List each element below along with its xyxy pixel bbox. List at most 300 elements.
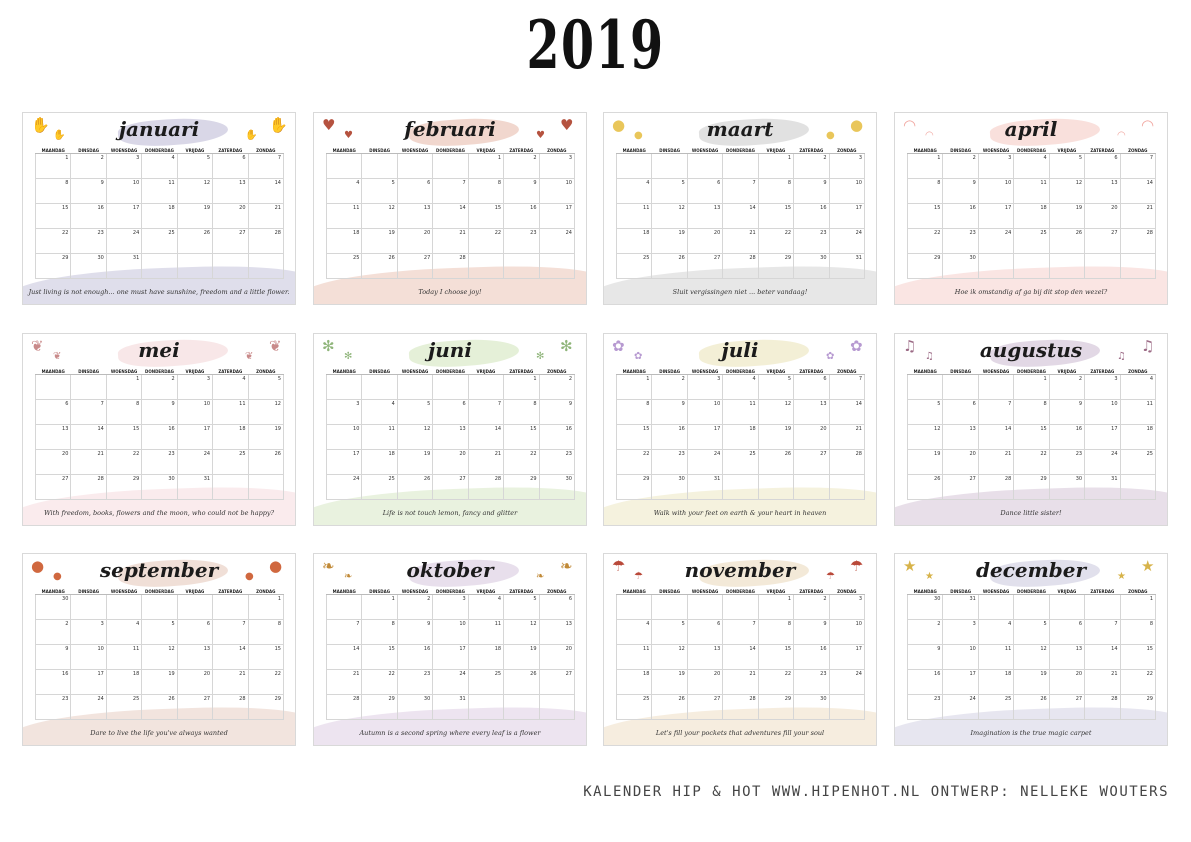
month-card-oktober xyxy=(313,553,587,746)
leaf-icon: ❧ xyxy=(560,557,573,575)
week-row xyxy=(617,179,865,204)
weekday-header: WOENSDAG xyxy=(978,588,1013,595)
day-cell: 10 xyxy=(106,179,141,204)
day-cell: 12 xyxy=(504,620,539,645)
day-cell: 20 xyxy=(397,229,432,254)
day-cell: 7 xyxy=(723,620,758,645)
day-cell: 12 xyxy=(397,425,432,450)
day-cell: 5 xyxy=(652,620,687,645)
day-cell: 17 xyxy=(687,425,722,450)
heart-icon: ♥ xyxy=(560,116,574,134)
day-cell: 4 xyxy=(106,620,141,645)
day-cell: 8 xyxy=(758,620,793,645)
day-cell xyxy=(468,695,503,720)
day-cell xyxy=(71,595,106,620)
day-cell: 19 xyxy=(177,204,212,229)
weekday-header: ZATERDAG xyxy=(504,368,539,375)
day-cell xyxy=(687,154,722,179)
day-cell: 6 xyxy=(177,620,212,645)
day-cell: 21 xyxy=(1120,204,1155,229)
day-cell: 16 xyxy=(539,425,574,450)
day-cell xyxy=(617,595,652,620)
week-row xyxy=(908,179,1156,204)
day-cell: 8 xyxy=(1120,620,1155,645)
day-cell: 7 xyxy=(213,620,248,645)
month-name: september xyxy=(99,558,219,582)
day-cell: 1 xyxy=(248,595,283,620)
day-cell: 15 xyxy=(362,645,397,670)
day-cell xyxy=(142,595,177,620)
weekday-header: WOENSDAG xyxy=(106,588,141,595)
day-cell: 27 xyxy=(1085,229,1120,254)
day-cell: 14 xyxy=(433,204,468,229)
day-cell: 25 xyxy=(723,450,758,475)
day-cell: 17 xyxy=(829,645,864,670)
weekday-header: DINSDAG xyxy=(652,368,687,375)
week-row xyxy=(327,154,575,179)
weekday-header: DONDERDAG xyxy=(142,588,177,595)
day-cell: 4 xyxy=(362,400,397,425)
day-cell xyxy=(36,375,71,400)
balloon-icon: ● xyxy=(634,130,643,141)
day-cell: 12 xyxy=(248,400,283,425)
day-cell: 28 xyxy=(723,254,758,279)
weekday-header: VRIJDAG xyxy=(468,368,503,375)
weekday-header: ZONDAG xyxy=(248,147,283,154)
week-row xyxy=(36,204,284,229)
day-cell: 12 xyxy=(758,400,793,425)
weekday-header: ZATERDAG xyxy=(794,147,829,154)
week-row xyxy=(36,695,284,720)
day-cell: 17 xyxy=(978,204,1013,229)
weekday-header: ZONDAG xyxy=(1120,147,1155,154)
weekday-header: WOENSDAG xyxy=(687,147,722,154)
week-row xyxy=(908,475,1156,500)
day-cell: 18 xyxy=(617,229,652,254)
day-cell: 24 xyxy=(106,229,141,254)
day-cell: 10 xyxy=(327,425,362,450)
day-cell: 4 xyxy=(1014,154,1049,179)
day-cell xyxy=(1014,254,1049,279)
day-cell: 7 xyxy=(1085,620,1120,645)
week-row xyxy=(908,204,1156,229)
week-row xyxy=(327,670,575,695)
week-row xyxy=(327,450,575,475)
day-cell xyxy=(106,595,141,620)
month-quote: With freedom, books, flowers and the moon, who could not be happy? xyxy=(43,509,275,517)
month-name: april xyxy=(1004,117,1058,141)
day-cell: 22 xyxy=(36,229,71,254)
day-cell: 30 xyxy=(142,475,177,500)
day-cell: 18 xyxy=(327,229,362,254)
day-cell: 15 xyxy=(468,204,503,229)
day-cell: 25 xyxy=(1120,450,1155,475)
weekday-header: MAANDAG xyxy=(327,147,362,154)
day-cell: 18 xyxy=(106,670,141,695)
day-cell: 22 xyxy=(504,450,539,475)
day-cell: 1 xyxy=(758,595,793,620)
week-row xyxy=(36,645,284,670)
mitten-icon: ✋ xyxy=(31,116,50,134)
day-cell: 2 xyxy=(36,620,71,645)
weekday-header: ZATERDAG xyxy=(213,147,248,154)
day-cell: 14 xyxy=(468,425,503,450)
day-cell xyxy=(71,375,106,400)
day-cell: 16 xyxy=(504,204,539,229)
day-cell: 10 xyxy=(978,179,1013,204)
day-cell: 2 xyxy=(71,154,106,179)
day-cell: 6 xyxy=(539,595,574,620)
day-cell: 27 xyxy=(687,254,722,279)
day-cell: 29 xyxy=(758,695,793,720)
month-name: juli xyxy=(721,338,759,362)
month-table xyxy=(35,368,284,500)
day-cell: 14 xyxy=(1120,179,1155,204)
bird-icon: ❦ xyxy=(269,337,282,355)
weekday-header: WOENSDAG xyxy=(978,368,1013,375)
day-cell: 17 xyxy=(433,645,468,670)
day-cell: 21 xyxy=(1085,670,1120,695)
weekday-header: DINSDAG xyxy=(652,147,687,154)
weekday-header: WOENSDAG xyxy=(397,368,432,375)
day-cell: 18 xyxy=(142,204,177,229)
month-table xyxy=(907,588,1156,720)
day-cell: 24 xyxy=(829,670,864,695)
day-cell: 3 xyxy=(71,620,106,645)
weekday-header: MAANDAG xyxy=(617,588,652,595)
weekday-header: DINSDAG xyxy=(943,588,978,595)
week-row xyxy=(36,670,284,695)
day-cell: 24 xyxy=(539,229,574,254)
weekday-header: WOENSDAG xyxy=(397,588,432,595)
day-cell: 2 xyxy=(652,375,687,400)
apple-icon: ● xyxy=(269,557,283,575)
balloon-icon: ● xyxy=(826,130,835,141)
day-cell xyxy=(468,375,503,400)
mushroom-icon: ☂ xyxy=(612,557,626,575)
dandelion-icon: ✻ xyxy=(344,351,353,362)
weekday-header: ZONDAG xyxy=(539,147,574,154)
weekday-header: VRIJDAG xyxy=(177,147,212,154)
music-note-icon: ♫ xyxy=(903,337,917,355)
day-cell: 27 xyxy=(687,695,722,720)
week-row xyxy=(617,695,865,720)
day-cell: 5 xyxy=(908,400,943,425)
day-cell: 25 xyxy=(142,229,177,254)
week-row xyxy=(908,595,1156,620)
day-cell: 9 xyxy=(142,400,177,425)
day-cell: 17 xyxy=(106,204,141,229)
day-cell xyxy=(1014,595,1049,620)
day-cell: 13 xyxy=(1085,179,1120,204)
weekday-header: ZONDAG xyxy=(829,368,864,375)
month-name: maart xyxy=(706,117,774,141)
day-cell: 26 xyxy=(1049,229,1084,254)
day-cell xyxy=(177,595,212,620)
day-cell: 20 xyxy=(1049,670,1084,695)
week-row xyxy=(908,670,1156,695)
weekday-header: MAANDAG xyxy=(908,588,943,595)
day-cell: 16 xyxy=(794,204,829,229)
day-cell: 11 xyxy=(1120,400,1155,425)
day-cell: 10 xyxy=(177,400,212,425)
day-cell: 15 xyxy=(758,204,793,229)
weekday-header: MAANDAG xyxy=(36,588,71,595)
day-cell: 21 xyxy=(829,425,864,450)
mushroom-icon: ☂ xyxy=(826,571,835,582)
day-cell: 5 xyxy=(142,620,177,645)
day-cell: 3 xyxy=(433,595,468,620)
day-cell: 22 xyxy=(468,229,503,254)
weekday-header: MAANDAG xyxy=(36,368,71,375)
day-cell: 21 xyxy=(248,204,283,229)
day-cell: 14 xyxy=(978,425,1013,450)
day-cell: 10 xyxy=(829,620,864,645)
day-cell: 26 xyxy=(177,229,212,254)
day-cell: 25 xyxy=(617,254,652,279)
week-row xyxy=(908,450,1156,475)
day-cell: 23 xyxy=(1049,450,1084,475)
day-cell: 4 xyxy=(723,375,758,400)
day-cell: 18 xyxy=(1120,425,1155,450)
day-cell: 27 xyxy=(213,229,248,254)
day-cell xyxy=(504,695,539,720)
day-cell: 3 xyxy=(177,375,212,400)
day-cell: 6 xyxy=(36,400,71,425)
day-cell: 30 xyxy=(539,475,574,500)
week-row xyxy=(36,620,284,645)
weekday-header: DINSDAG xyxy=(71,368,106,375)
day-cell: 16 xyxy=(908,670,943,695)
day-cell: 6 xyxy=(943,400,978,425)
day-cell: 23 xyxy=(794,670,829,695)
week-row xyxy=(327,695,575,720)
day-cell: 29 xyxy=(758,254,793,279)
weekday-header: ZATERDAG xyxy=(504,147,539,154)
leaf-icon: ❧ xyxy=(344,571,353,582)
day-cell: 19 xyxy=(652,670,687,695)
week-row xyxy=(908,620,1156,645)
day-cell: 9 xyxy=(539,400,574,425)
day-cell: 17 xyxy=(829,204,864,229)
day-cell xyxy=(362,375,397,400)
week-row xyxy=(327,400,575,425)
day-cell: 6 xyxy=(1085,154,1120,179)
day-cell: 26 xyxy=(1014,695,1049,720)
weekday-header: DINSDAG xyxy=(943,147,978,154)
weekday-header: DONDERDAG xyxy=(1014,368,1049,375)
day-cell xyxy=(794,475,829,500)
weekday-header: MAANDAG xyxy=(327,588,362,595)
day-cell: 27 xyxy=(177,695,212,720)
month-table xyxy=(907,147,1156,279)
day-cell: 9 xyxy=(504,179,539,204)
day-cell: 24 xyxy=(687,450,722,475)
month-quote: Walk with your feet on earth & your heart in heaven xyxy=(653,509,827,517)
day-cell: 20 xyxy=(36,450,71,475)
day-cell: 12 xyxy=(652,204,687,229)
day-cell: 26 xyxy=(652,254,687,279)
day-cell: 26 xyxy=(908,475,943,500)
weekday-header: DONDERDAG xyxy=(433,147,468,154)
day-cell: 2 xyxy=(794,595,829,620)
day-cell: 7 xyxy=(978,400,1013,425)
month-card-februari xyxy=(313,112,587,305)
day-cell: 24 xyxy=(943,695,978,720)
day-cell: 26 xyxy=(362,254,397,279)
day-cell: 19 xyxy=(1049,204,1084,229)
weekday-header: ZONDAG xyxy=(829,147,864,154)
month-quote: Autumn is a second spring where every leaf is a flower xyxy=(359,729,541,737)
day-cell: 10 xyxy=(71,645,106,670)
day-cell: 27 xyxy=(539,670,574,695)
day-cell: 11 xyxy=(617,204,652,229)
day-cell: 17 xyxy=(1085,425,1120,450)
weekday-header: ZATERDAG xyxy=(213,368,248,375)
day-cell: 5 xyxy=(248,375,283,400)
month-name: augustus xyxy=(979,338,1083,362)
day-cell: 11 xyxy=(617,645,652,670)
weekday-header: WOENSDAG xyxy=(106,368,141,375)
day-cell xyxy=(652,595,687,620)
weekday-header: DONDERDAG xyxy=(142,368,177,375)
day-cell xyxy=(943,375,978,400)
day-cell: 21 xyxy=(213,670,248,695)
weekday-header: VRIJDAG xyxy=(1049,588,1084,595)
day-cell: 22 xyxy=(248,670,283,695)
day-cell: 3 xyxy=(539,154,574,179)
day-cell: 11 xyxy=(468,620,503,645)
weekday-header: VRIJDAG xyxy=(1049,368,1084,375)
day-cell: 28 xyxy=(71,475,106,500)
day-cell xyxy=(723,595,758,620)
day-cell: 7 xyxy=(433,179,468,204)
day-cell: 13 xyxy=(687,645,722,670)
month-quote: Dance little sister! xyxy=(1000,509,1062,517)
day-cell: 31 xyxy=(177,475,212,500)
weekday-header: MAANDAG xyxy=(617,147,652,154)
day-cell: 25 xyxy=(617,695,652,720)
day-cell: 23 xyxy=(504,229,539,254)
month-name: januari xyxy=(118,117,200,141)
week-row xyxy=(327,595,575,620)
weekday-header: VRIJDAG xyxy=(177,588,212,595)
week-row xyxy=(327,425,575,450)
week-row xyxy=(908,400,1156,425)
day-cell: 12 xyxy=(177,179,212,204)
butterfly-icon: ✿ xyxy=(634,351,643,362)
day-cell: 3 xyxy=(687,375,722,400)
day-cell: 13 xyxy=(177,645,212,670)
day-cell: 14 xyxy=(248,179,283,204)
week-row xyxy=(327,229,575,254)
music-note-icon: ♫ xyxy=(1117,351,1126,362)
apple-icon: ● xyxy=(31,557,45,575)
weekday-header: DINSDAG xyxy=(652,588,687,595)
day-cell: 9 xyxy=(1049,400,1084,425)
month-name: juni xyxy=(428,338,472,362)
day-cell: 21 xyxy=(71,450,106,475)
day-cell: 22 xyxy=(1014,450,1049,475)
day-cell: 15 xyxy=(248,645,283,670)
day-cell: 15 xyxy=(36,204,71,229)
month-table xyxy=(35,147,284,279)
day-cell: 11 xyxy=(142,179,177,204)
week-row xyxy=(617,400,865,425)
day-cell: 2 xyxy=(943,154,978,179)
day-cell: 3 xyxy=(1085,375,1120,400)
day-cell: 6 xyxy=(1049,620,1084,645)
day-cell: 11 xyxy=(327,204,362,229)
day-cell xyxy=(327,154,362,179)
day-cell: 8 xyxy=(106,400,141,425)
music-note-icon: ♫ xyxy=(1141,337,1155,355)
month-table xyxy=(907,368,1156,500)
day-cell: 18 xyxy=(1014,204,1049,229)
week-row xyxy=(617,475,865,500)
day-cell: 16 xyxy=(794,645,829,670)
weekday-header: VRIJDAG xyxy=(758,368,793,375)
day-cell: 21 xyxy=(327,670,362,695)
day-cell: 22 xyxy=(1120,670,1155,695)
day-cell: 9 xyxy=(794,620,829,645)
month-card-juli xyxy=(603,333,877,526)
day-cell: 10 xyxy=(433,620,468,645)
day-cell: 14 xyxy=(723,204,758,229)
day-cell: 6 xyxy=(433,400,468,425)
day-cell: 16 xyxy=(652,425,687,450)
day-cell: 31 xyxy=(1085,475,1120,500)
day-cell: 17 xyxy=(327,450,362,475)
butterfly-icon: ✿ xyxy=(850,337,863,355)
month-table xyxy=(326,588,575,720)
day-cell: 23 xyxy=(397,670,432,695)
weekday-header: WOENSDAG xyxy=(687,588,722,595)
month-quote: Let's fill your pockets that adventures fill your soul xyxy=(655,729,825,737)
day-cell: 6 xyxy=(397,179,432,204)
day-cell: 11 xyxy=(1014,179,1049,204)
day-cell: 22 xyxy=(106,450,141,475)
weekday-header: ZATERDAG xyxy=(1085,368,1120,375)
dandelion-icon: ✻ xyxy=(536,351,545,362)
day-cell: 20 xyxy=(687,670,722,695)
dandelion-icon: ✻ xyxy=(322,337,335,355)
day-cell: 9 xyxy=(794,179,829,204)
day-cell: 12 xyxy=(142,645,177,670)
day-cell: 23 xyxy=(71,229,106,254)
day-cell xyxy=(213,254,248,279)
day-cell: 29 xyxy=(362,695,397,720)
day-cell: 4 xyxy=(978,620,1013,645)
week-row xyxy=(908,229,1156,254)
day-cell: 8 xyxy=(1014,400,1049,425)
month-quote: Sluit vergissingen niet ... beter vandaag! xyxy=(672,288,808,296)
month-card-mei xyxy=(22,333,296,526)
weekday-header: DINSDAG xyxy=(71,588,106,595)
day-cell: 8 xyxy=(758,179,793,204)
weekday-header: WOENSDAG xyxy=(106,147,141,154)
day-cell: 15 xyxy=(617,425,652,450)
weekday-header: ZONDAG xyxy=(248,588,283,595)
day-cell: 27 xyxy=(36,475,71,500)
bird-icon: ❦ xyxy=(31,337,44,355)
day-cell: 2 xyxy=(142,375,177,400)
day-cell: 28 xyxy=(213,695,248,720)
day-cell: 26 xyxy=(504,670,539,695)
week-row xyxy=(36,475,284,500)
day-cell xyxy=(1049,254,1084,279)
heart-icon: ♥ xyxy=(344,130,353,141)
